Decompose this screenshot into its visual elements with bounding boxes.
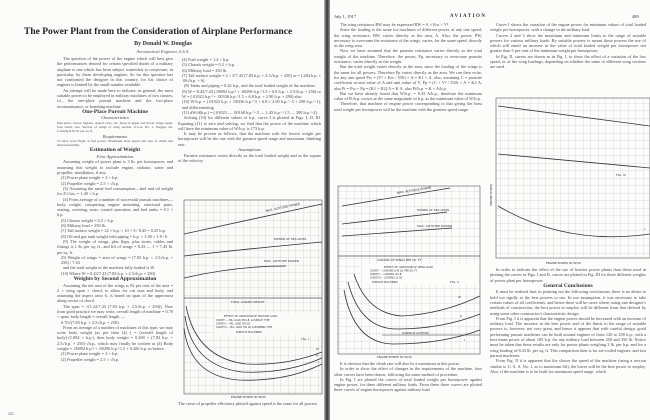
legend-entry: CURVE I — MIL. LOAD 250 LB. & PURSUIT TYPE	[216, 319, 270, 322]
paragraph: Curves 2 and 3 show the maximum and minimum limits to the range of suitable powers for various military loads. By suitable powers is meant those powers the use of which will entail an increase in the value of total loaded weight per horsepower not greater than 5 per cent of the minimum weight per horsepower.	[490, 32, 646, 54]
journal-name: AVIATION	[450, 14, 487, 19]
figure-1	[176, 198, 324, 400]
equation: (5) Chassis weight = 0.2 × h.p.	[61, 217, 114, 223]
equation: (8) Oil and gas tank weight with piping = h.p. × 1.40 × 1.8 / 6	[61, 233, 168, 239]
paragraph: An attempt will be made here to indicate, in general, the most suitable power to be employed in military machines of two classes, i.e., the one-place pursuit machine and the two-place reconnaissance, or bombing machine.	[57, 87, 173, 109]
paragraph: From an average of a number of machines of this type, we may write body weight (as per item (4) ) = (overall length of body)·(1.884 × h.p.), then body weight = 0.269 × (7.83 h.p. + 2.5√h.p. + 250)·√h.p., which may finally be written as (4) Body weight = .00092 h.p.² + .00296 h.p.^1.5 + 0.206 h.p. as before.	[57, 324, 173, 352]
equation: (10) W/h.p. = (.01023 h.p. + .00336 h.p.^.5 + 6.8 + 2.90 h.p.^-.5 + 290 h.p.^-1), and differentiating	[182, 99, 321, 110]
equation: (7) Tail surface weight = 2 × 3/7.43 (7.83 h.p. + 2.5√h.p. + 250) or = (.284 h.p. + .06√h.p. + 6).	[182, 72, 321, 84]
equation: (1) Power plant weight = 3 × h.p.	[61, 351, 119, 357]
curve-label: MAX. ALTITUDE POWER	[417, 224, 452, 228]
figure-grid	[496, 98, 650, 258]
subheading: Characteristics	[101, 115, 129, 121]
legend-entry: CURVE II — LOADING 10 LB.	[370, 273, 403, 276]
curve-label: II	[460, 314, 462, 318]
axis-label: TOTAL LOADED WEIGHT	[231, 300, 265, 304]
equation: (1) Power plant weight = 3 × h.p.	[61, 175, 119, 181]
paragraph: It must be realized that, in pointing out the following conclusions, there is no desire to hold too rigidly to the best powers to use. In our assumption, it was necessary to take certain values of all coefficients, and hence there will be cases where, using one designer's methods of construction, the best power to employ will be different from that derived by using some other constructor's characteristic design.	[490, 289, 646, 316]
curve-label: MAX. ALTITUDE POWER	[265, 201, 301, 213]
axis-label: ENGINE POWER IN HP/10	[546, 261, 581, 265]
left-column-1	[57, 56, 173, 362]
paragraph: Therefore, that machine of engine power corresponding to that giving the least total weight per horsepower will be the machine with the greatest speed range.	[334, 101, 482, 112]
subheading: Assumptions	[238, 147, 261, 153]
legend-entry: CURVE III — LOADING 12 LB.	[370, 276, 403, 280]
paragraph: Now we have assumed that the parasite resistance varies directly as the total weight of the machine. Therefore, the power, Pp, necessary to overcome parasite resistance, varies directly as the weight.	[334, 48, 482, 65]
paragraph: (9) The weight of wings, plus flaps, plus struts, cables and fittings is 1 lb. per sq. ft., and lift of wings = 8.43 — 1 = 7.43 lb. per sq. ft.	[57, 238, 173, 255]
paragraph: (8) Tanks and piping = 0.42 h.p., and the total loaded weight of the machine:	[184, 83, 316, 89]
section-heading: Estimation of Weight	[89, 147, 141, 154]
paragraph: It may be proven as follows, that the machine with the lowest weight per horsepower will be the one with the greatest speed range and maximum climbing rate.	[178, 131, 321, 147]
paragraph: Curve I shows the variation of the engine power for minimum values of total loaded weight per horsepower, with a change in the military load.	[490, 22, 646, 33]
paragraph: Assuming the net area of the wings is 92 per cent of the area = 2 × wing span × chord, to allow for cut outs and body, and assuming the aspect ratio 6, is based on span of the uppermost along vector of chord.	[57, 282, 173, 304]
equation: (6) Military load = 250 lb.	[61, 223, 107, 229]
paragraph: From Fig. I it is apparent that the engine power should be increased with an increase of military load. The increase in the best power and of the limits to the range of suitable powers is, however, not very great, and hence it appears that with careful design, good performing pursuit machines can be built around engines of from 120 to 200 h.p., with a best mean power of about 185 h.p. for any military load between 250 and 350 lb. Notice must be taken that these results are only for power plants weighing 3 lb. per h.p. and for a wing loading of 8.43 lb. per sq. ft. This comparison then is for air-cooled engines, and fast pursuit machines.	[490, 315, 646, 358]
legend-title: EFFECT OF VARIATION OF MILITARY LOAD	[224, 315, 278, 318]
paragraph: In order to indicate the effect of the use of heavier power plants than those used in plotting the curves in Figs. I and II, curves are plotted in Fig. III for three different weights of power plant per horsepower.	[490, 267, 646, 283]
curve-label: MAX. ALTITUDE POWER	[264, 259, 299, 263]
header-page-number: 489	[632, 14, 639, 19]
axis-label: ENGINE POWER IN HP/10	[377, 355, 412, 359]
legend-note: PURSUIT MACHINES	[372, 281, 398, 284]
legend-entry: CURVE III — MIL. LOAD 750 LB. & BOMBING TYPE	[216, 326, 273, 329]
equation: (9) W = 8.43/7.43 (.00092 h.p.² + .00296 h.p.^1.5 + 6.8 h.p. + 2.5√h.p. + 256) or W = (.01023 h.p.² + .00336 h.p.^1.5 + 6.8 h.p. + 2.90 h.p. + 290) also	[182, 88, 321, 100]
equation: (10) Where W = 8.43/7.43 (7.83 h.p. + 2.5√h.p. + 250)	[61, 270, 156, 276]
equation: (9) Weight of wings = area of wings = (7.83 h.p. + 2.5√h.p. + 250) / 7.43	[61, 254, 173, 266]
characteristics-list: One-place, tractor biplane. Aspect ratio, six. Span of upper and lower wings equal. Gap chord, one. Section of wings of wing section, U.S.A. No. 1. Stagger, nil. Loading 8.43 lb. per sq. ft.	[57, 120, 173, 134]
curve-label: I	[464, 338, 465, 342]
subheading: Requirements	[102, 133, 128, 139]
curve-note: POWER AT ALTITUDE	[402, 332, 429, 335]
curve-label: III	[458, 295, 461, 299]
right-column-1	[334, 22, 482, 112]
author-affiliation: Aeronautical Engineer, S.S.A.	[136, 49, 190, 54]
paragraph: Parasite resistance varies directly as the total loaded weight and as the square of the velocity.	[178, 152, 321, 163]
paragraph: The span = √(1.22/7.43 (7.83 h.p. + 2.5√h.p. + 250)). Now from good practice we may write, overall length of machine = 0.70 × span; body length = overall length —	[57, 303, 173, 320]
curve-label: III	[316, 347, 319, 351]
equation: (2) Propeller weight = 2.5 × √h.p.	[61, 180, 119, 186]
requirements-list: To have level flight at full power. Maximum level speed and rate of climb and manoeuvrability.	[57, 139, 173, 148]
figure-3	[486, 96, 650, 266]
paragraph: Solving (10) for different values of h.p., curve I is plotted in Figs. I, II, III. Equating (11) to zero and solving, we find that the power of the machine which will have the minimum value of W/h.p. is 173 h.p.	[178, 115, 321, 131]
paragraph: (4) From average of a number of successful pursuit machines—body weight, comprising engine mounting, structural parts, seating, covering, seats, control operation, and fuel tanks = 0.1 × h.p.	[57, 196, 173, 218]
article-author: By Donald W. Douglas	[134, 41, 192, 47]
paragraph: In Fig. II, curves are drawn as in Fig. I, to show the effect of a variation of the low speed, or of the wing loadings, depending on whether the same or different wing sections are used.	[490, 53, 646, 70]
curve-label: II	[316, 353, 318, 358]
paragraph: (3) Assuming the same fuel consumption—fuel and oil weight for 2½ hrs. = 1.40 × h.p.	[57, 185, 173, 197]
equation: (2) Propeller weight = 2.5 × √h.p.	[61, 356, 119, 362]
equation: (11) dW/d(h.p.) = (.01023 — .00168 h.p.^-.5 — 1.45 h.p.^-1.5 — 290 h.p.^-2)	[182, 109, 317, 115]
paragraph: and the total weight of the machine fully loaded is W.	[63, 265, 156, 271]
axis-label: LOADING OF WINGS PER SQ. FT.	[377, 258, 422, 262]
equation: (5) Chassis weight = 0.2 × h.p.	[182, 62, 235, 68]
right-column-1-continued	[334, 361, 482, 393]
curve-label: MAX. ALTITUDE POWER	[396, 185, 432, 195]
legend-note: PURSUIT MACHINES	[236, 331, 262, 334]
figure-2	[332, 184, 482, 359]
subheading: First Approximation	[96, 153, 134, 159]
left-column-2	[178, 57, 321, 163]
curve-label: I	[644, 227, 645, 231]
legend-entry: CURVE I — LOADING 8.43 LB. PER SQ. FT.	[370, 269, 418, 273]
legend-title: EFFECT OF VARIATION OF WING LOAD	[384, 266, 434, 269]
paragraph: Assuming weight of power plant is 3 lb. per horsepower, and assuming this weight to include engine, radiator, water and propeller, installation, if any.	[57, 159, 173, 176]
paragraph: In Fig. I are plotted the curves of total loaded weight per horsepower against engine power, for three different military loads. From these three curves are plotted three curves of engine horsepower against military load.	[334, 376, 482, 393]
paragraph: But the total weight varies directly as the area, since the loading of the wings is the same for all powers. Therefore Pp varies directly as the area. We can then write, for any one speed Pw = (V³ × Kw / 550) × A = K1 × A, also, assuming C = parasite coefficient at unit value of A and unit value of V, Pp = (C × V³ / 550) × A = K2 A, also Pt = Pw + Pp = (K1 + K2) A = K A, also Pt/h.p. = K × A/h.p.	[334, 64, 482, 91]
paragraph: It is obvious that the climb rate will also be a maximum at this power.	[340, 361, 460, 366]
section-heading: General Conclusions	[543, 282, 593, 289]
figure-label: FIG. III	[616, 173, 626, 177]
figure-label: FIG. II	[450, 280, 459, 284]
paragraph: But we have already found that W/h.p. = 8.43 A/h.p., therefore the minimum value of Pt/h.p. occurs at the same magnitude of h.p. as the minimum value of W/h.p.	[334, 90, 482, 102]
article-title: The Power Plant from the Consideration of Airplane Performance	[24, 27, 293, 37]
paragraph: Since the loading is the same for machines of different power, at any one speed, the wing resistance, RW, varies directly as the area, A. Also, the power, PW, necessary to overcome the resistance of the wings, varies, for the same speed, directly as the wing area.	[334, 27, 482, 49]
curve-label: POWER AT SEA LEVEL	[274, 237, 307, 241]
axis-label: ENGINE POWER IN HP/10	[231, 395, 266, 399]
paragraph: The wing resistance RW may be expressed RW = A × Kw × V².	[340, 22, 450, 27]
equation: (7) Tail surface weight = 22 × h.p. × 10 × 3 / 8.43 = 0.25 h.p.	[61, 228, 166, 234]
header-date: July 1, 1917	[334, 14, 357, 19]
paragraph: From Fig. II it is apparent that the slower the speed of the machine (using a section similar to U. S. A. No. 1, as to maximum lift), the lower will be the best power to employ. Also, if the machine is to be built for maximum speed range, which	[490, 358, 646, 374]
equation: (6) Military load = 250 lb.	[182, 67, 228, 73]
paragraph: In order to show the effect of changes in the requirements of the machine, four other curves have been drawn, following the same method of procedure.	[334, 366, 482, 377]
curve-label: POWER AT SEA LEVEL	[417, 208, 450, 212]
figure-caption: The curve of propeller efficiency plotted against speed is the same for all powers.	[178, 401, 318, 406]
page-number: 222	[8, 412, 14, 416]
axis-label: ENGINE POWER	[489, 184, 493, 206]
right-page	[330, 0, 650, 420]
right-column-2	[490, 22, 646, 70]
paragraph: The question of the power of the engine which will best give the performances desired for certain specified duties of a military airplane is one which has been subject somewhat to conjecture, in particular, by those developing engines. So far this question has not confronted the designer in this country, for his choice of engines is limited by the small number available.	[57, 56, 173, 88]
section-heading: One-Place Pursuit Machine	[82, 108, 148, 115]
figure-label: FIG. I	[301, 337, 309, 341]
legend-entry: CURVE II — MIL. LOAD 500 LB.	[216, 322, 251, 326]
equation: (4) Fuel weight = 1.4 × h.p.	[182, 57, 230, 62]
right-column-2-continued	[490, 267, 646, 374]
curve-label: I	[318, 360, 319, 364]
equation: 0.70√(7.83 h.p. + 2.5√h.p. + 250).	[61, 319, 120, 325]
section-heading: Weights by Second Approximation	[73, 276, 157, 283]
